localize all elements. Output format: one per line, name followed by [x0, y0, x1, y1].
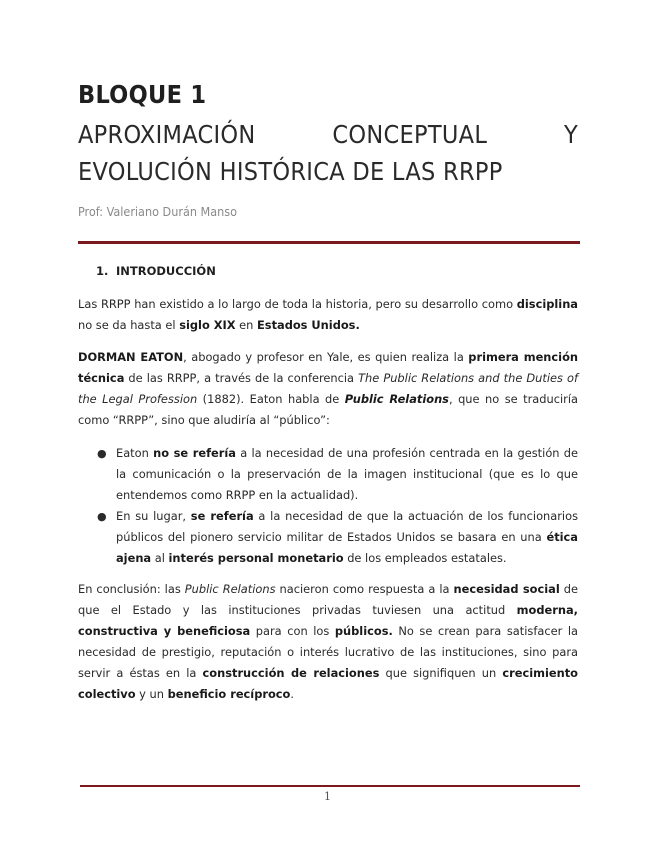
header-divider: [78, 241, 580, 244]
text-run: .: [290, 687, 295, 701]
block-label: BLOQUE 1: [78, 80, 207, 109]
bold-run: necesidad social: [453, 582, 560, 596]
text-run: a la necesidad de una profesión centrada en la gestión de la comunicación o la preservación de la imagen institucional (que es lo que entendemos como RRPP en la actualidad).: [116, 446, 578, 502]
list-item: [97, 443, 578, 506]
text-run: a la necesidad de que la actuación de los funcionarios públicos del pionero servicio militar de Estados Unidos se basara en una: [116, 509, 578, 544]
bullet-icon: ●: [97, 510, 107, 523]
footer-divider: [80, 785, 580, 787]
text-run: nacieron como respuesta a la: [275, 582, 454, 596]
bold-run: se refería: [190, 509, 254, 523]
text-run: En su lugar,: [116, 509, 191, 523]
list-item: [97, 506, 578, 569]
text-run: Las RRPP han existido a lo largo de toda la historia, pero su desarrollo como: [78, 297, 517, 311]
text-run: (1882). Eaton habla de: [197, 392, 345, 406]
bold-run: disciplina: [516, 297, 578, 311]
bullet-icon: ●: [97, 447, 107, 460]
text-run: , que no se traduciría como “RRPP”, sino que aludiría al “público”:: [78, 392, 578, 427]
bold-run: crecimiento colectivo: [78, 666, 578, 701]
section-number: 1.: [96, 264, 109, 278]
bold-run: DORMAN EATON: [78, 350, 184, 364]
bold-run: beneficio recíproco: [167, 687, 291, 701]
bold-run: construcción de relaciones: [202, 666, 380, 680]
text-run: en: [235, 318, 258, 332]
text-run: al: [151, 551, 169, 565]
author-line: Prof: Valeriano Durán Manso: [78, 204, 237, 219]
paragraph-eaton: [78, 347, 578, 431]
document-title: APROXIMACIÓN CONCEPTUAL Y EVOLUCIÓN HISTÓRICA DE LAS RRPP: [78, 120, 578, 186]
italic-run: The Public Relations and the Duties of the Legal Profession: [78, 371, 579, 406]
bold-run: no se refería: [153, 446, 236, 460]
text-run: para con los: [250, 624, 335, 638]
section-heading: [96, 264, 216, 278]
text-run: no se da hasta el: [78, 318, 180, 332]
bold-run: Estados Unidos.: [257, 318, 360, 332]
bold-run: primera mención técnica: [78, 350, 579, 385]
bold-run: moderna, constructiva y beneficiosa: [78, 603, 578, 638]
text-run: de los empleados estatales.: [343, 551, 507, 565]
bold-run: siglo XIX: [179, 318, 236, 332]
bold-run: ética ajena: [116, 530, 578, 565]
italic-run: Public Relations: [184, 582, 276, 596]
text-run: que signifiquen un: [379, 666, 503, 680]
bold-run: públicos.: [334, 624, 393, 638]
text-run: y un: [135, 687, 168, 701]
text-run: Eaton: [116, 446, 154, 460]
section-title: INTRODUCCIÓN: [116, 264, 216, 278]
text-run: No se crean para satisfacer la necesidad de prestigio, reputación o interés lucrativo de las instituciones, sino para servir a éstas en la: [78, 624, 578, 680]
text-run: de las RRPP, a través de la conferencia: [124, 371, 359, 385]
bold-run: interés personal monetario: [168, 551, 344, 565]
paragraph-conclusion: [78, 579, 578, 705]
text-run: En conclusión: las: [78, 582, 185, 596]
text-run: de que el Estado y las instituciones privadas tuviesen una actitud: [78, 582, 579, 617]
bold-italic-run: Public Relations: [344, 392, 449, 406]
page-number: 1: [324, 790, 331, 803]
text-run: , abogado y profesor en Yale, es quien realiza la: [183, 350, 469, 364]
paragraph-intro: [78, 294, 578, 336]
